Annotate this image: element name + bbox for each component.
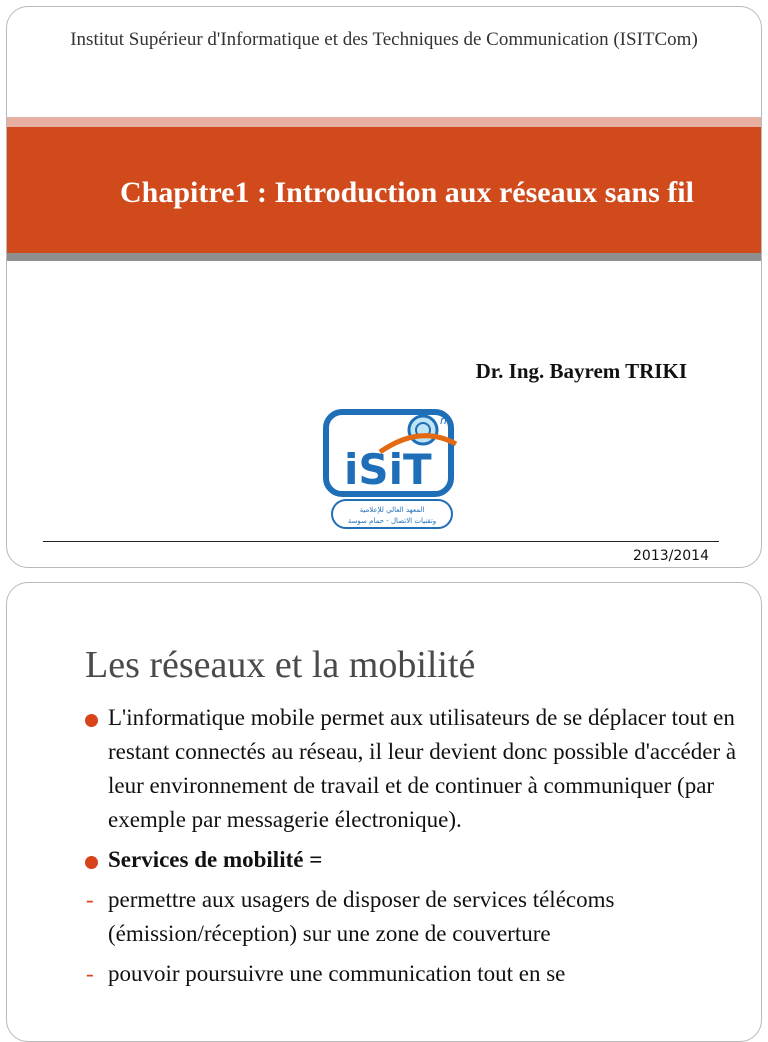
bullet-text: L'informatique mobile permet aux utilisateurs de se déplacer tout en restant connectés au réseau, il leur devient donc possible d'accéder à leur environnement de travail et de continuer à communiquer (par exemple par messagerie électronique). xyxy=(108,705,737,832)
logo-arabic-line-2: وتقنيات الاتصال - حمام سوسة xyxy=(347,517,437,525)
slide-title: Chapitre1 : Introduction aux réseaux sans fil xyxy=(120,176,694,209)
accent-band-bottom xyxy=(7,253,761,261)
list-item xyxy=(83,883,743,951)
content-slide xyxy=(6,582,762,1042)
dash-text: permettre aux usagers de disposer de services télécoms (émission/réception) sur une zone de couverture xyxy=(108,887,615,946)
bullet-icon xyxy=(85,856,98,869)
bullet-text: Services de mobilité = xyxy=(108,847,323,872)
accent-band-top xyxy=(7,117,761,127)
logo-wordmark: iSiT xyxy=(344,445,432,494)
bullet-icon xyxy=(85,714,98,727)
isitcom-logo xyxy=(320,404,465,534)
title-slide xyxy=(6,6,762,568)
list-item xyxy=(83,701,743,837)
institute-name: Institut Supérieur d'Informatique et des Techniques de Communication (ISITCom) xyxy=(70,29,698,50)
logo-superscript: m xyxy=(440,414,451,427)
logo-globe xyxy=(409,416,437,444)
dash-text: pouvoir poursuivre une communication tout en se xyxy=(108,961,566,986)
list-item xyxy=(83,843,743,877)
academic-year: 2013/2014 xyxy=(633,548,709,564)
list-item xyxy=(83,957,743,991)
slide-title: Les réseaux et la mobilité xyxy=(85,644,476,686)
logo-arabic-line-1: المعهد العالي للإعلامية xyxy=(359,506,425,514)
slide-content xyxy=(83,701,743,997)
footer-divider xyxy=(43,541,719,542)
author-name: Dr. Ing. Bayrem TRIKI xyxy=(475,359,687,383)
dash-icon: - xyxy=(86,961,94,986)
dash-icon: - xyxy=(86,887,94,912)
